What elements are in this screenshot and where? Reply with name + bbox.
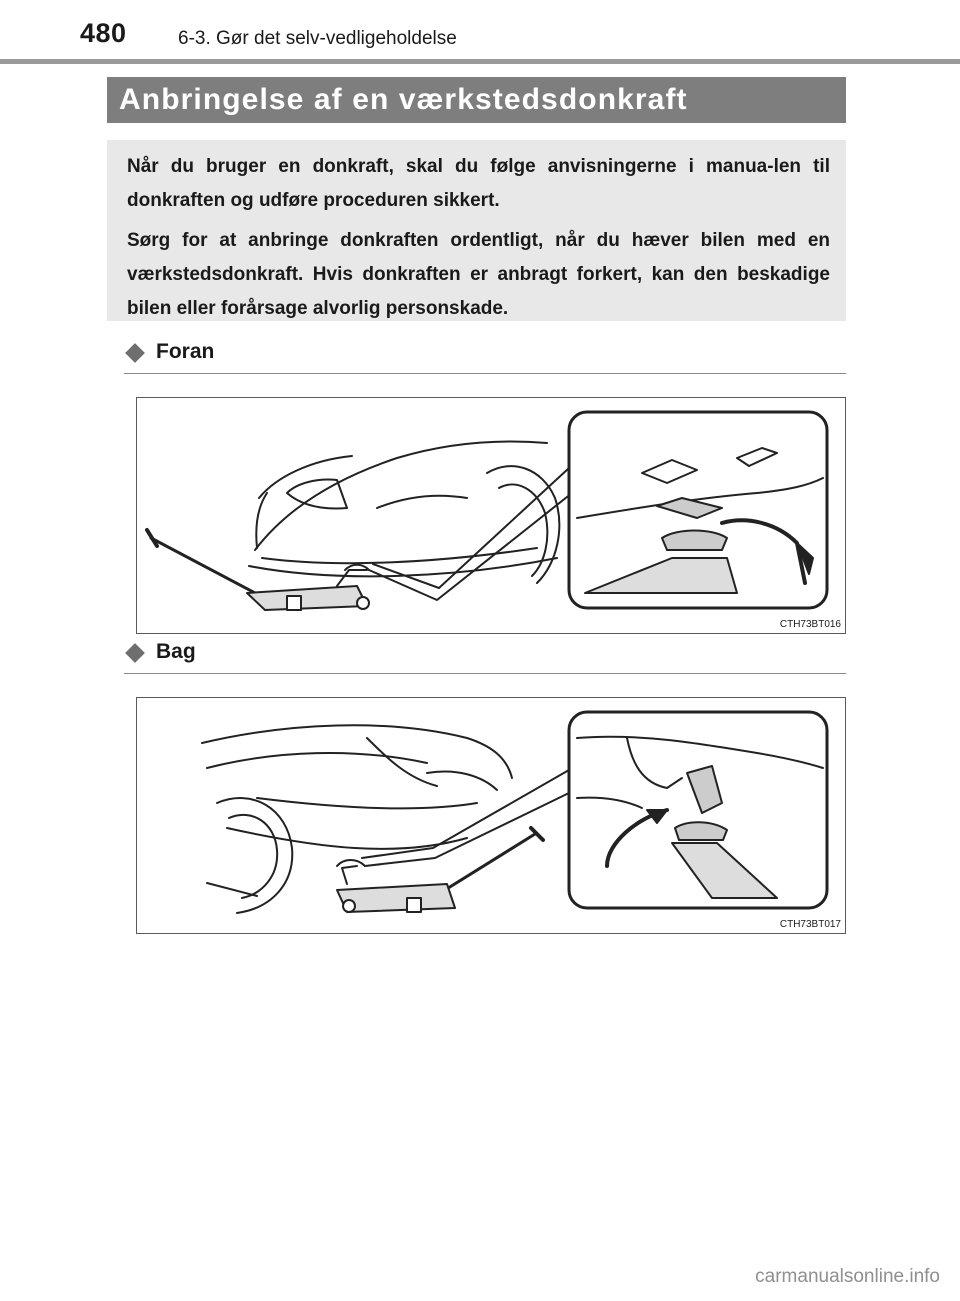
watermark: carmanualsonline.info — [755, 1266, 940, 1287]
note-paragraph-2: Sørg for at anbringe donkraften ordentligt, når du hæver bilen med en værkstedsdonkraft. Hvis donkraften er anbragt forkert, kan den beskadige bilen eller forårsage alvorlig personskade. — [127, 230, 830, 319]
rear-heading — [124, 640, 846, 674]
front-heading — [124, 340, 846, 374]
diamond-bullet-icon — [125, 343, 145, 363]
section-title: Anbringelse af en værkstedsdonkraft — [107, 77, 846, 123]
diamond-bullet-icon — [125, 643, 145, 663]
front-jack-illustration — [137, 398, 845, 633]
front-figure-code: CTH73BT016 — [779, 619, 841, 630]
page-number: 480 — [80, 18, 127, 48]
page-header — [0, 0, 960, 64]
rear-jack-illustration — [137, 698, 845, 933]
chapter-title: 6-3. Gør det selv-vedligeholdelse — [178, 28, 457, 49]
rear-jack-figure — [136, 697, 846, 934]
header-rule — [0, 59, 960, 64]
front-jack-figure — [136, 397, 846, 634]
note-paragraph-1: Når du bruger en donkraft, skal du følge anvisningerne i manua-len til donkraften og udføre proceduren sikkert. — [127, 156, 830, 211]
rear-heading-label: Bag — [156, 640, 196, 663]
note-box — [107, 140, 846, 321]
rear-figure-code: CTH73BT017 — [779, 919, 841, 930]
front-heading-label: Foran — [156, 340, 215, 363]
